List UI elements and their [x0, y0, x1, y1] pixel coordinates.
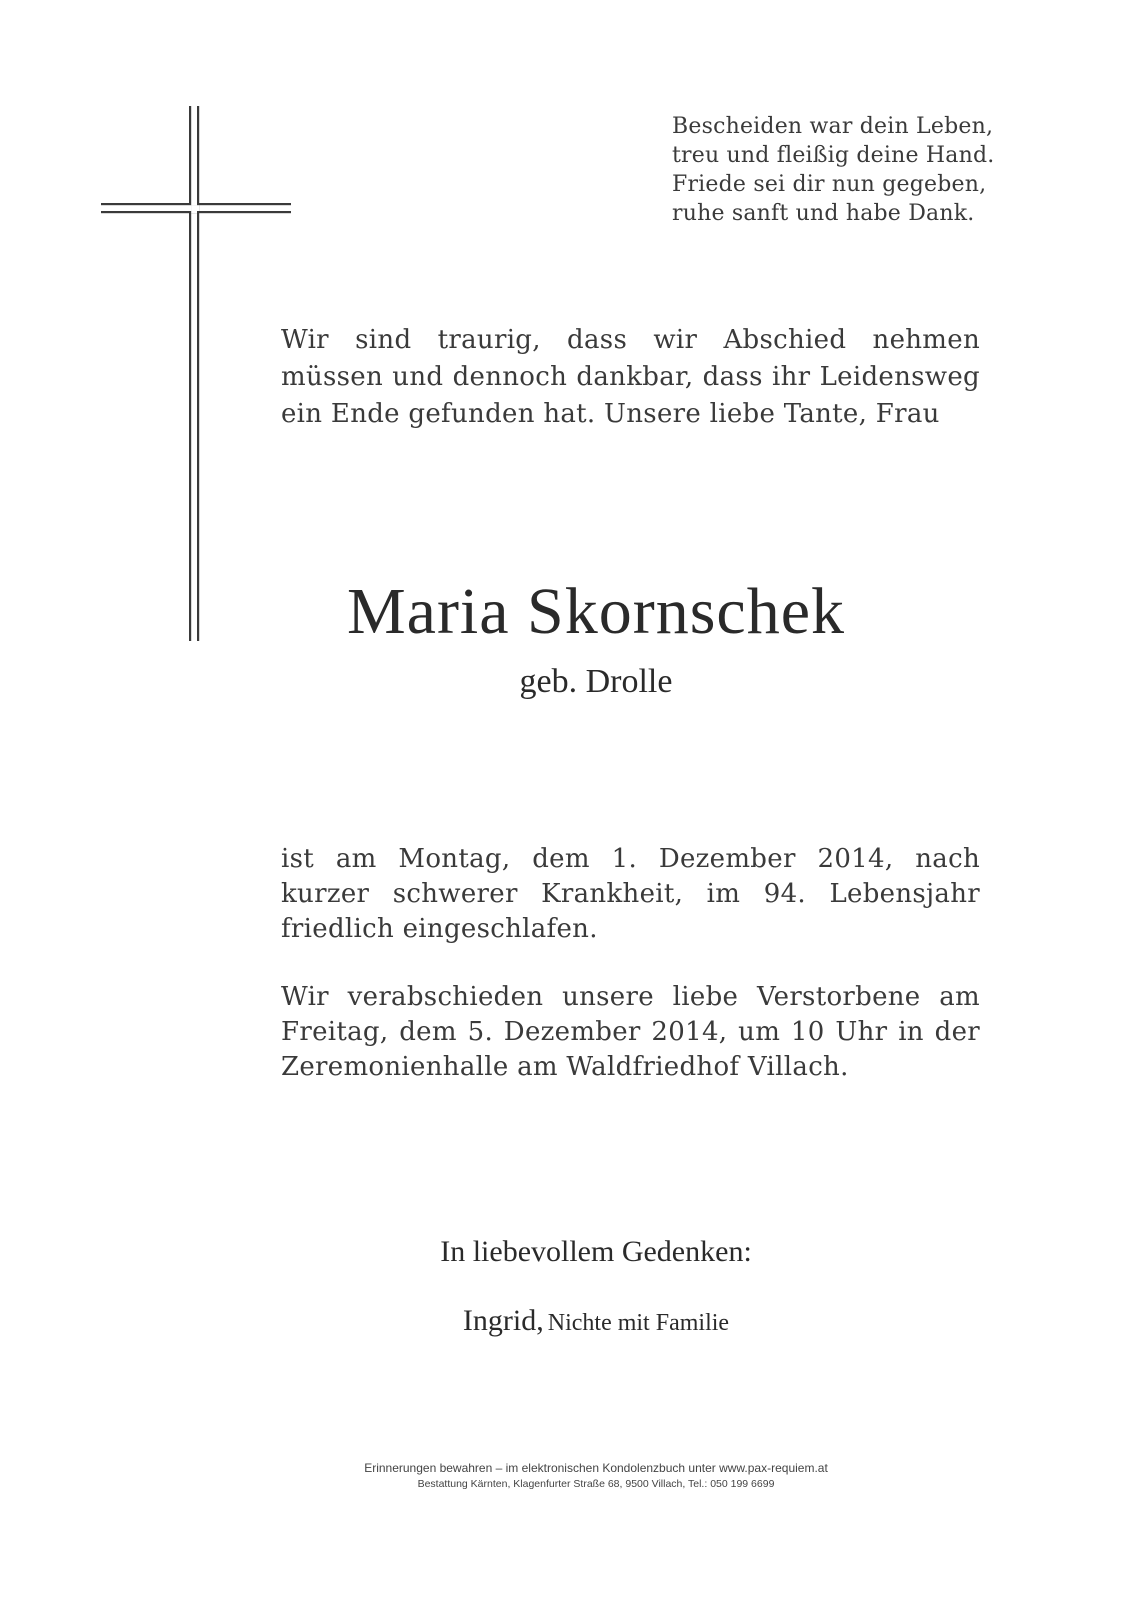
signoff-relation: Nichte mit Familie: [547, 1310, 730, 1336]
signoff: [0, 1304, 1132, 1338]
signoff-name: Ingrid,: [462, 1304, 544, 1337]
funeral-notice: Wir verabschieden unsere liebe Verstorbene am Freitag, dem 5. Dezember 2014, um 10 Uhr in der Zeremonienhalle am Waldfriedhof Villach.: [281, 982, 980, 1082]
deceased-name: Maria Skornschek: [346, 575, 846, 648]
poem-line: treu und fleißig deine Hand.: [672, 143, 995, 168]
footer: [0, 1460, 1132, 1492]
cross-vertical-left-line: [189, 106, 191, 641]
poem-line: ruhe sanft und habe Dank.: [672, 201, 975, 226]
footer-line-1: Erinnerungen bewahren – im elektronischen Kondolenzbuch unter www.pax-requiem.at: [364, 1461, 828, 1475]
death-notice: ist am Montag, dem 1. Dezember 2014, nach kurzer schwerer Krankheit, im 94. Lebensjahr friedlich eingeschlafen.: [281, 844, 980, 944]
cross-vertical-right-line: [197, 106, 199, 641]
poem-line: Friede sei dir nun gegeben,: [672, 172, 987, 197]
maiden-name: geb. Drolle: [519, 663, 673, 700]
poem-line: Bescheiden war dein Leben,: [672, 114, 994, 139]
footer-line-2: Bestattung Kärnten, Klagenfurter Straße 68, 9500 Villach, Tel.: 050 199 6699: [417, 1478, 775, 1490]
memory-line: In liebevollem Gedenken:: [440, 1235, 752, 1268]
cross-icon: [0, 0, 300, 660]
poem: [672, 112, 1002, 228]
intro-text: Wir sind traurig, dass wir Abschied nehmen müssen und dennoch dankbar, dass ihr Leidensweg ein Ende gefunden hat. Unsere liebe Tante, Frau: [281, 325, 980, 429]
